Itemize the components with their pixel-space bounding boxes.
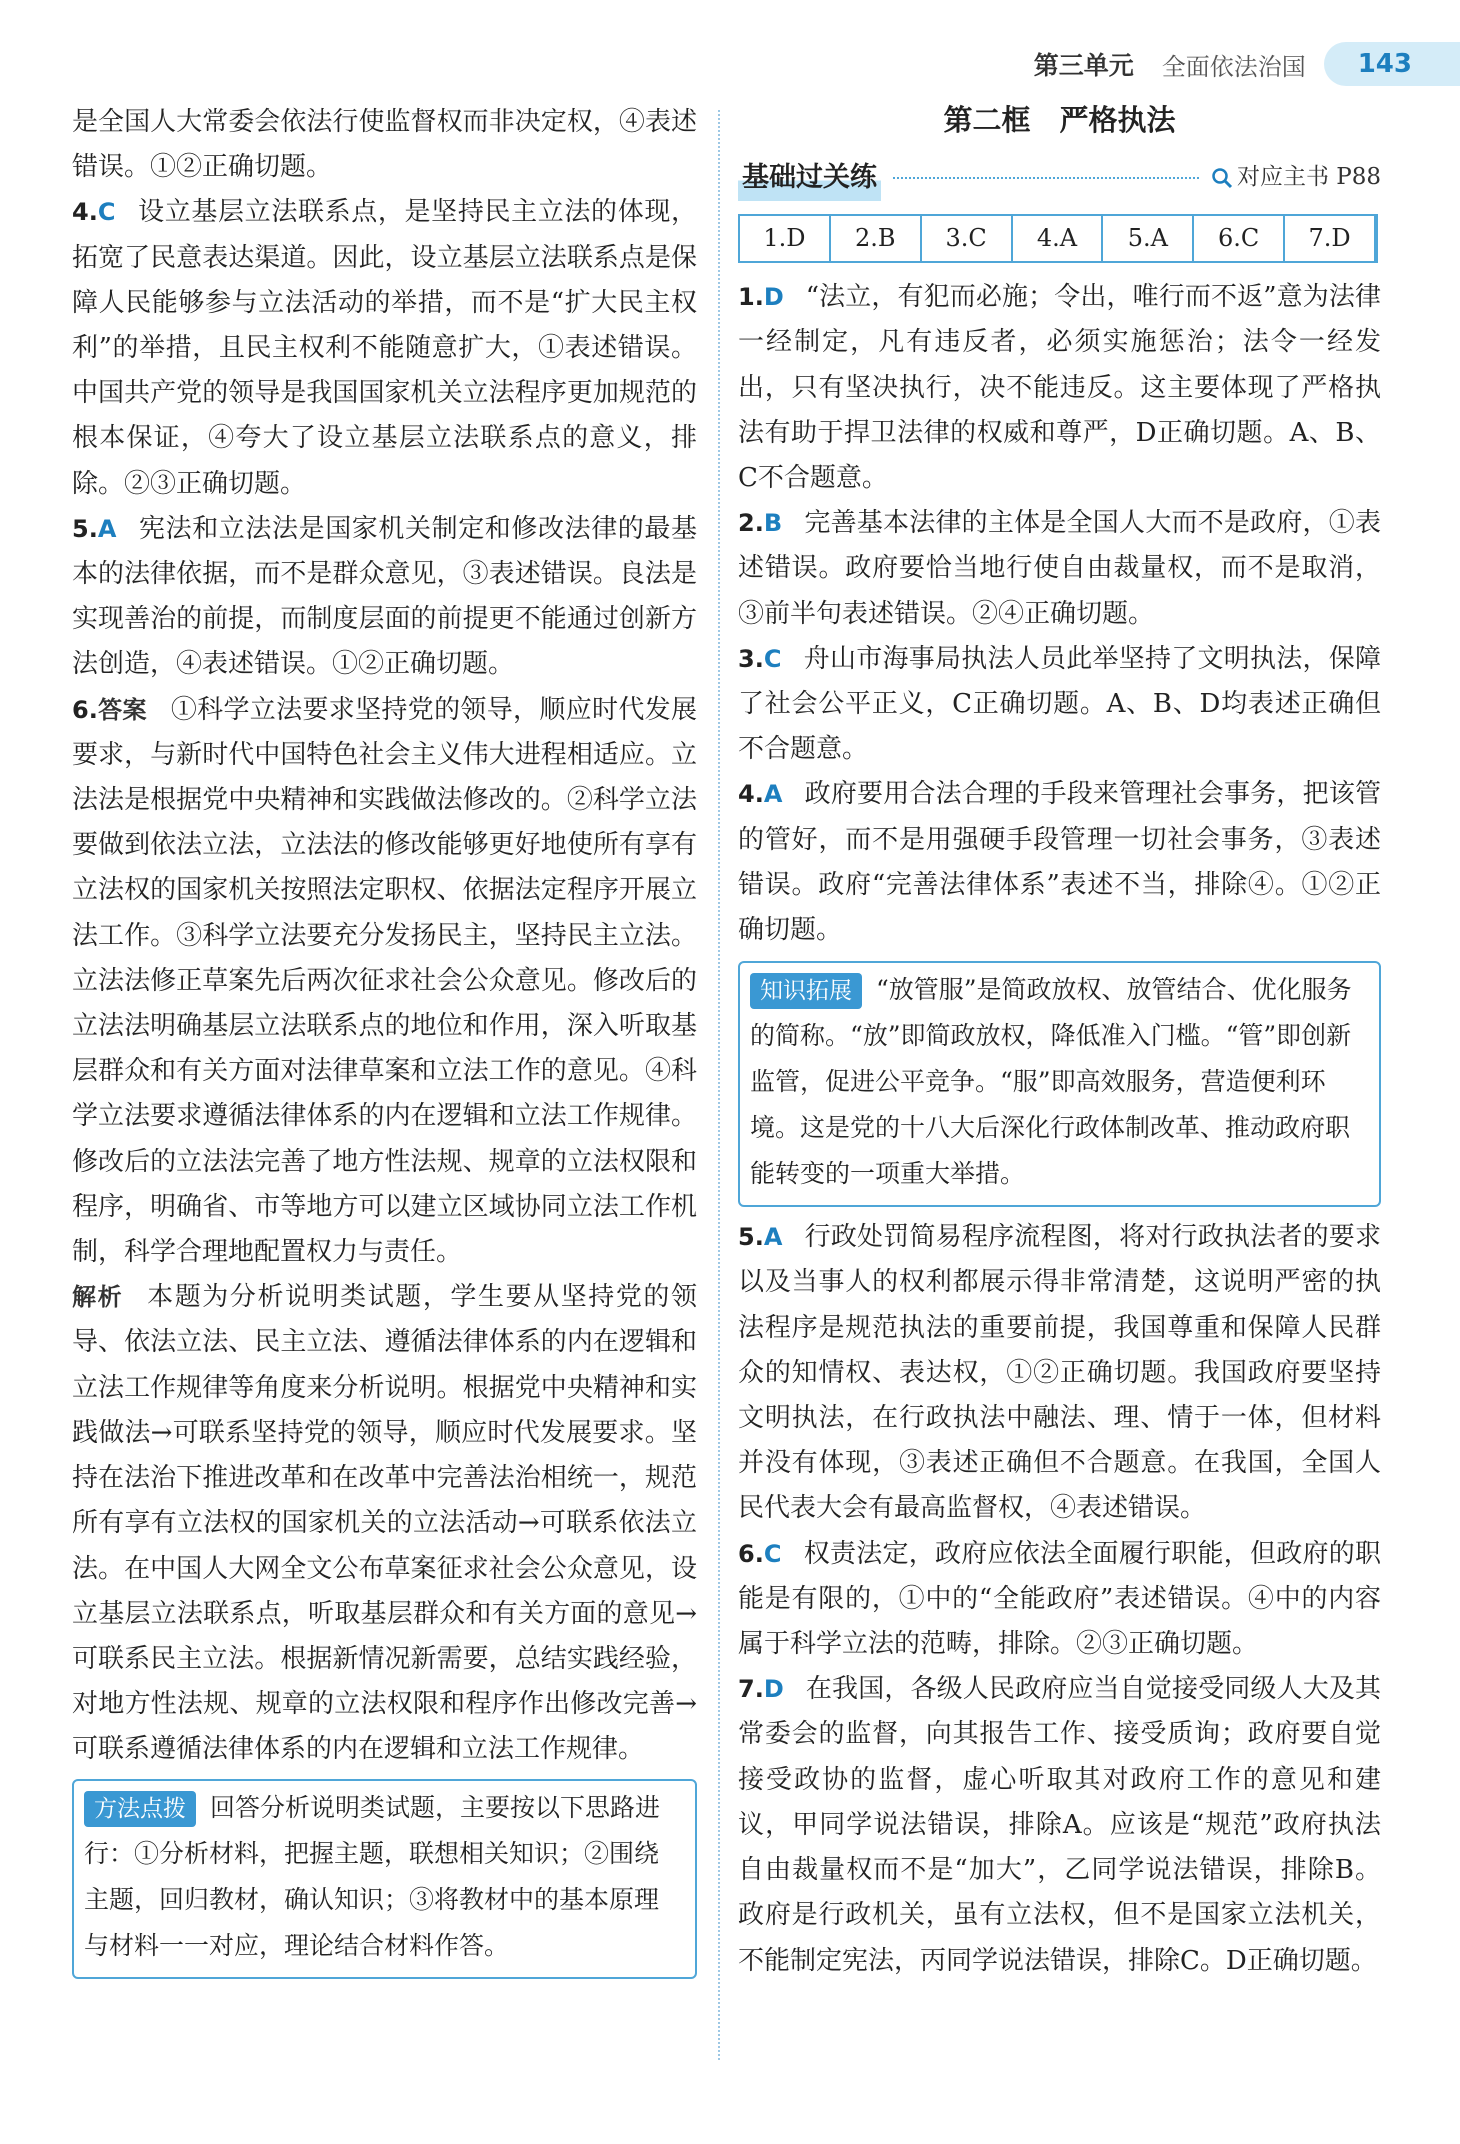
- item-number: 4.: [738, 780, 764, 809]
- answer-cell: [1375, 215, 1377, 262]
- knowledge-extension-label: 知识拓展: [750, 973, 862, 1009]
- answer-cell: 4.A: [1012, 215, 1103, 262]
- dotted-leader: [893, 177, 1199, 179]
- answer-letter: C: [763, 1539, 782, 1568]
- answer-letter: C: [763, 644, 782, 673]
- answer-cell: 5.A: [1102, 215, 1193, 262]
- answer-explanation: “法立，有犯而必施；令出，唯行而不返”意为法律一经制定，凡有违反者，必须实施惩治；法令一经发出，只有坚决执行，决不能违反。这主要体现了严格执法有助于捍卫法律的权威和尊严，D正确切题。A、B、C不合题意。: [738, 282, 1381, 494]
- method-tip-box: [72, 1779, 697, 1979]
- item-number: 1.: [738, 283, 764, 312]
- section-title: 全面依法治国: [1161, 52, 1306, 81]
- answer-letter: D: [763, 1675, 784, 1704]
- answer-item-6: [72, 688, 697, 1276]
- knowledge-extension-text: “放管服”是简政放权、放管结合、优化服务的简称。“放”即简政放权，降低准入门槛。“管”即创新监管，促进公平竞争。“服”即高效服务，营造便利环境。这是党的十八大后深化行政体制改革、推动政府职能转变的一项重大举措。: [750, 975, 1352, 1189]
- answer-cell: 6.C: [1193, 215, 1284, 262]
- search-icon: [1211, 167, 1233, 189]
- answer-cell: 7.D: [1284, 215, 1375, 262]
- analysis-item: [72, 1275, 697, 1772]
- column-divider: [718, 110, 720, 2060]
- knowledge-extension-box: [738, 961, 1381, 1207]
- answer-explanation: 行政处罚简易程序流程图，将对行政执法者的要求以及当事人的权利都展示得非常清楚，这说明严密的执法程序是规范执法的重要前提，我国尊重和保障人民群众的知情权、表达权，①②正确切题。我国政府要坚持文明执法，在行政执法中融法、理、情于一体，但材料并没有体现，③表述正确但不合题意。在我国，全国人民代表大会有最高监督权，④表述错误。: [738, 1222, 1381, 1524]
- item-number: 7.: [738, 1675, 764, 1704]
- answer-letter: A: [97, 514, 117, 543]
- analysis-text: 本题为分析说明类试题，学生要从坚持党的领导、依法立法、民主立法、遵循法律体系的内在逻辑和立法工作规律等角度来分析说明。根据党中央精神和实践做法→可联系坚持党的领导，顺应时代发展要求。坚持在法治下推进改革和在改革中完善法治相统一，规范所有享有立法权的国家机关的立法活动→可联系依法立法。在中国人大网全文公布草案征求社会公众意见，设立基层立法联系点，听取基层群众和有关方面的意见→可联系民主立法。根据新情况新需要，总结实践经验，对地方性法规、规章的立法权限和程序作出修改完善→可联系遵循法律体系的内在逻辑和立法工作规律。: [72, 1282, 697, 1765]
- item-number: 6.: [72, 695, 98, 724]
- answer-tag: 答案: [97, 695, 147, 724]
- unit-title: 第三单元: [1033, 51, 1134, 80]
- item-number: 2.: [738, 509, 764, 538]
- answer-item-4: [738, 772, 1381, 953]
- reference-text: 对应主书 P88: [1236, 164, 1381, 191]
- answer-cell: 1.D: [739, 215, 830, 262]
- answer-item-5: [738, 1215, 1381, 1531]
- section-reference: [1211, 155, 1381, 200]
- answer-item-2: [738, 501, 1381, 637]
- frame-title: 第二框 严格执法: [943, 103, 1176, 137]
- answer-explanation: ①科学立法要求坚持党的领导，顺应时代发展要求，与新时代中国特色社会主义伟大进程相适应。立法法是根据党中央精神和实践做法修改的。②科学立法要做到依法立法，立法法的修改能够更好地使所有享有立法权的国家机关按照法定职权、依据法定程序开展立法工作。③科学立法要充分发扬民主，坚持民主立法。立法法修正草案先后两次征求社会公众意见。修改后的立法法明确基层立法联系点的地位和作用，深入听取基层群众和有关方面对法律草案和立法工作的意见。④科学立法要求遵循法律体系的内在逻辑和立法工作规律。修改后的立法法完善了地方性法规、规章的立法权限和程序，明确省、市等地方可以建立区域协同立法工作机制，科学合理地配置权力与责任。: [72, 694, 697, 1268]
- answer-explanation: 在我国，各级人民政府应当自觉接受同级人大及其常委会的监督，向其报告工作、接受质询；政府要自觉接受政协的监督，虚心听取其对政府工作的意见和建议，甲同学说法错误，排除A。应该是“规范”政府执法自由裁量权而不是“加大”，乙同学说法错误，排除B。政府是行政机关，虽有立法权，但不是国家立法机关，不能制定宪法，丙同学说法错误，排除C。D正确切题。: [738, 1674, 1381, 1976]
- method-tip-label: 方法点拨: [84, 1791, 196, 1827]
- answer-item-6: [738, 1532, 1381, 1668]
- item-number: 6.: [738, 1539, 764, 1568]
- item-number: 4.: [72, 198, 98, 227]
- left-column: [72, 100, 697, 1979]
- analysis-tag: 解析: [72, 1283, 124, 1312]
- answer-item-4: [72, 190, 697, 506]
- answer-letter: C: [97, 198, 116, 227]
- page-header: [1000, 40, 1460, 88]
- answer-letter: A: [763, 1223, 783, 1252]
- answer-letter: A: [763, 780, 783, 809]
- section-heading: 基础过关练: [738, 155, 881, 200]
- answer-letter: B: [763, 509, 783, 538]
- item-number: 5.: [72, 514, 98, 543]
- answer-item-3: [738, 637, 1381, 773]
- answer-item-7: [738, 1667, 1381, 1983]
- answer-cell: 3.C: [921, 215, 1012, 262]
- item-number: 5.: [738, 1223, 764, 1252]
- section-bar: [738, 156, 1381, 200]
- answer-cell: 2.B: [830, 215, 921, 262]
- answer-item-5: [72, 507, 697, 688]
- method-tip-text: 回答分析说明类试题，主要按以下思路进行：①分析材料，把握主题，联想相关知识；②围绕主题，回归教材，确认知识；③将教材中的基本原理与材料一一对应，理论结合材料作答。: [84, 1792, 661, 1960]
- answer-explanation: 权责法定，政府应依法全面履行职能，但政府的职能是有限的，①中的“全能政府”表述错误。④中的内容属于科学立法的范畴，排除。②③正确切题。: [738, 1538, 1381, 1660]
- continued-text: 是全国人大常委会依法行使监督权而非决定权，④表述错误。①②正确切题。: [72, 107, 697, 183]
- answer-explanation: 舟山市海事局执法人员此举坚持了文明执法，保障了社会公平正义，C正确切题。A、B、D均表述正确但不合题意。: [738, 643, 1381, 765]
- page-number: 143: [1324, 42, 1460, 86]
- answer-explanation: 宪法和立法法是国家机关制定和修改法律的最基本的法律依据，而不是群众意见，③表述错误。良法是实现善治的前提，而制度层面的前提更不能通过创新方法创造，④表述错误。①②正确切题。: [72, 513, 697, 680]
- answer-letter: D: [763, 283, 784, 312]
- answer-explanation: 政府要用合法合理的手段来管理社会事务，把该管的管好，而不是用强硬手段管理一切社会事务，③表述错误。政府“完善法律体系”表述不当，排除④。①②正确切题。: [738, 779, 1381, 946]
- answer-grid: [738, 214, 1378, 263]
- answer-explanation: 设立基层立法联系点，是坚持民主立法的体现，拓宽了民意表达渠道。因此，设立基层立法联系点是保障人民能够参与立法活动的举措，而不是“扩大民主权利”的举措，且民主权利不能随意扩大，①表述错误。中国共产党的领导是我国国家机关立法程序更加规范的根本保证，④夸大了设立基层立法联系点的意义，排除。②③正确切题。: [72, 197, 697, 499]
- item-number: 3.: [738, 644, 764, 673]
- answer-item-1: [738, 275, 1381, 501]
- answer-explanation: 完善基本法律的主体是全国人大而不是政府，①表述错误。政府要恰当地行使自由裁量权，而不是取消，③前半句表述错误。②④正确切题。: [738, 508, 1381, 629]
- right-column: [738, 100, 1381, 1984]
